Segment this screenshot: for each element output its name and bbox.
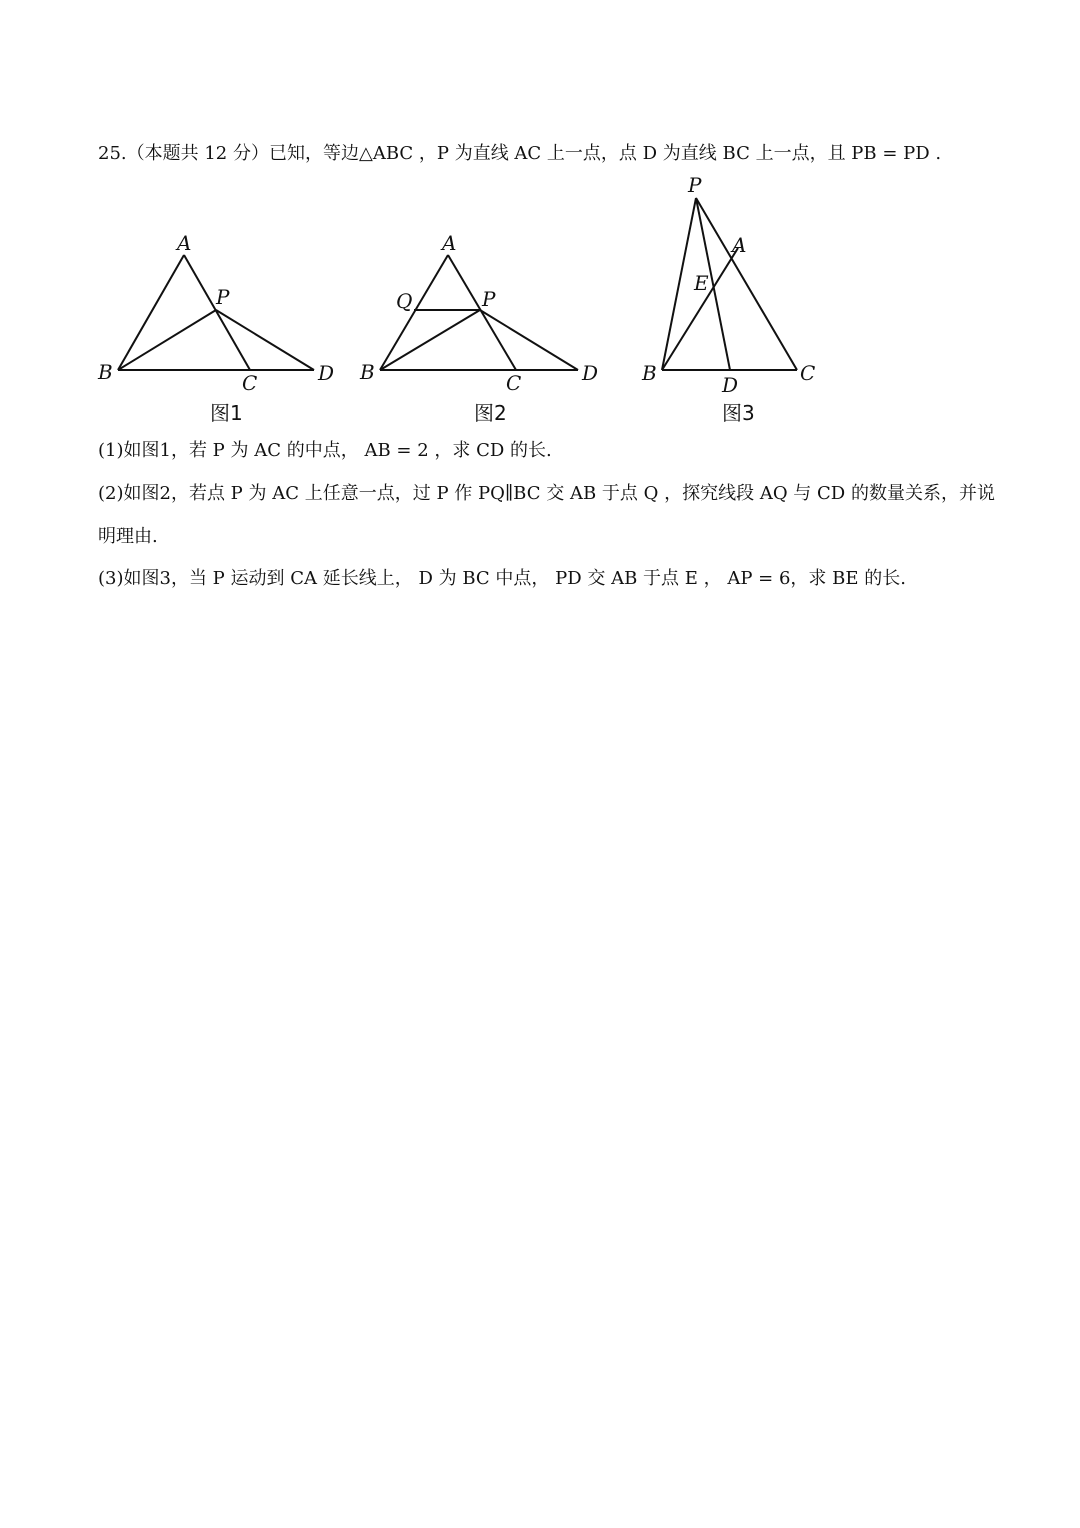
label-a: A [442,231,457,255]
question-part-3: (3)如图3，当 P 运动到 CA 延长线上， D 为 BC 中点， PD 交 AB 于点 E ， AP = 6，求 BE 的长. [98,568,906,589]
label-c: C [800,361,816,385]
figure-1 [92,230,342,400]
figure-1-lines [118,255,314,370]
figure-3-lines [662,198,797,370]
label-d: D [582,361,599,385]
figure-2-diagram [358,230,608,400]
figure-1-caption: 图1 [210,401,243,425]
label-a: A [732,233,747,257]
label-p: P [216,285,230,309]
label-e: E [694,271,709,295]
label-d: D [318,361,335,385]
segment-pd [480,310,578,370]
label-d: D [722,373,739,397]
label-p: P [688,173,702,197]
question-part-1: (1)如图1，若 P 为 AC 的中点， AB = 2 ，求 CD 的长. [98,440,552,461]
segment-ab [380,255,448,370]
segment-ac [448,255,516,370]
segment-ab [118,255,184,370]
segment-ac [184,255,250,370]
segment-pd [216,310,314,370]
segment-bp [118,310,216,370]
figure-2-caption: 图2 [474,401,507,425]
label-q: Q [396,289,413,313]
figure-3-caption: 图3 [722,401,755,425]
question-part-2: (2)如图2，若点 P 为 AC 上任意一点，过 P 作 PQ∥BC 交 AB 于点 Q ，探究线段 AQ 与 CD 的数量关系，并说 [98,483,995,504]
segment-bp [380,310,480,370]
label-b: B [98,360,113,384]
question-part-2-continued: 明理由. [98,526,158,547]
segment-pc [696,198,797,370]
figure-3 [638,172,828,400]
label-c: C [242,371,258,395]
figure-1-diagram [92,230,342,400]
question-header: 25.（本题共 12 分）已知，等边△ABC ，P 为直线 AC 上一点，点 D 为直线 BC 上一点，且 PB = PD . [98,143,942,164]
label-p: P [482,287,496,311]
label-b: B [642,361,657,385]
label-b: B [360,360,375,384]
figure-3-diagram [638,172,828,400]
label-c: C [506,371,522,395]
label-a: A [177,231,192,255]
figure-2 [358,230,608,400]
